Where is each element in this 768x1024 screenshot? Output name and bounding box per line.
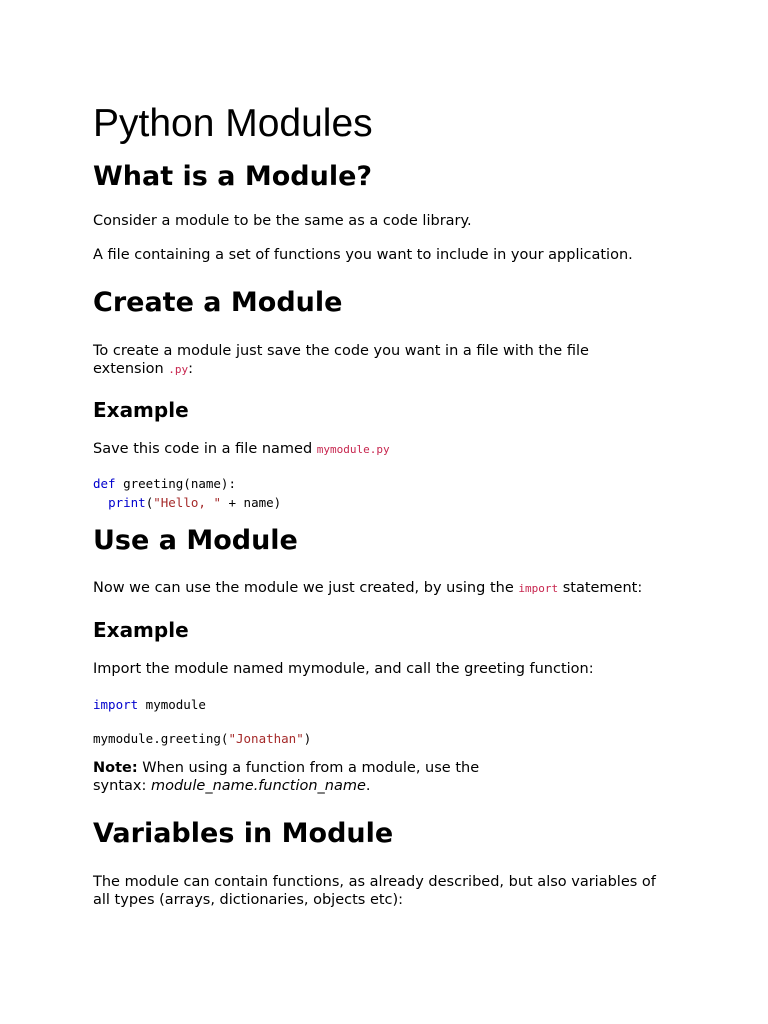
syntax-emphasis: module_name.function_name <box>150 778 366 794</box>
section-heading-create-module: Create a Module <box>93 287 343 318</box>
paragraph-text: all types (arrays, dictionaries, objects etc): <box>93 892 404 908</box>
paragraph-module-definition: Consider a module to be the same as a code library. <box>93 213 472 229</box>
code-string: "Jonathan" <box>228 731 304 746</box>
paragraph-use-module <box>93 579 642 598</box>
paragraph-text: The module can contain functions, as already described, but also variables of <box>93 874 656 890</box>
code-text: mymodule <box>138 697 206 712</box>
paragraph-text: statement: <box>558 580 643 596</box>
paragraph-create-module <box>93 342 589 379</box>
code-line <box>93 493 281 512</box>
code-text: mymodule.greeting( <box>93 731 229 746</box>
section-heading-what-is-module: What is a Module? <box>93 161 373 192</box>
section-heading-variables: Variables in Module <box>93 818 394 849</box>
paragraph-text: When using a function from a module, use the <box>137 760 480 776</box>
code-block-import <box>93 695 206 714</box>
code-block-greeting-call <box>93 729 311 748</box>
paragraph-variables <box>93 873 656 909</box>
note-paragraph <box>93 759 479 795</box>
code-line <box>93 474 281 493</box>
example-heading-use: Example <box>93 618 189 642</box>
paragraph-text: Save this code in a file named <box>93 441 317 457</box>
code-keyword: import <box>93 697 139 712</box>
inline-code-filename: mymodule.py <box>316 443 390 456</box>
paragraph-text: Now we can use the module we just created, by using the <box>93 580 519 596</box>
code-text: + name) <box>220 495 282 510</box>
paragraph-text: . <box>365 778 371 794</box>
code-text: greeting(name): <box>115 476 236 491</box>
example-heading-create: Example <box>93 398 189 422</box>
paragraph-text: : <box>188 361 194 377</box>
section-heading-use-module: Use a Module <box>93 525 298 556</box>
code-string: "Hello, " <box>153 495 221 510</box>
inline-code-import: import <box>518 582 559 595</box>
code-indent <box>93 495 108 510</box>
paragraph-save-code <box>93 440 390 459</box>
code-keyword: print <box>108 495 146 510</box>
page-title: Python Modules <box>93 102 373 145</box>
inline-code-py-extension: .py <box>168 363 189 376</box>
paragraph-module-file: A file containing a set of functions you want to include in your application. <box>93 247 633 263</box>
paragraph-text: To create a module just save the code you want in a file with the file <box>93 343 589 359</box>
paragraph-text: syntax: <box>93 778 151 794</box>
code-block-greeting-def <box>93 474 281 512</box>
paragraph-import-instruction: Import the module named mymodule, and call the greeting function: <box>93 661 594 677</box>
code-text: ( <box>145 495 154 510</box>
paragraph-text: extension <box>93 361 169 377</box>
code-keyword: def <box>93 476 116 491</box>
code-text: ) <box>303 731 312 746</box>
note-label: Note: <box>93 760 138 776</box>
